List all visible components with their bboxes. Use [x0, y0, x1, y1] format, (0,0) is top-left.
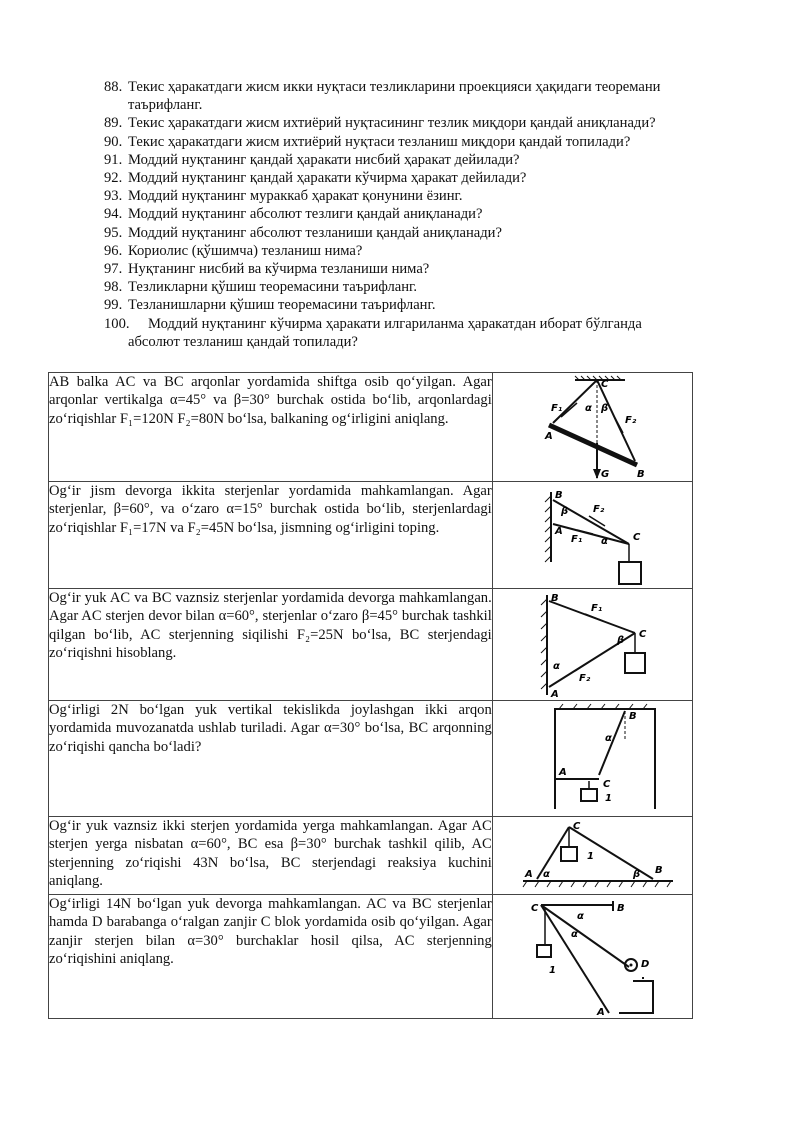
label-b: B: [636, 469, 645, 480]
question-number: 96.: [104, 242, 123, 259]
task-row: [49, 482, 693, 589]
question-number: 90.: [104, 133, 123, 150]
task-row: [49, 895, 693, 1019]
question-text: Моддий нуқтанинг абсолют тезлиги қандай аниқланади?: [128, 206, 483, 223]
label-alpha: α: [552, 661, 560, 672]
task-figure: [492, 701, 692, 817]
question-number: 91.: [104, 151, 123, 168]
label-alpha: α: [604, 733, 612, 744]
question-number: 89.: [104, 115, 123, 132]
task-row: [49, 589, 693, 701]
question-item: [104, 133, 704, 151]
question-number: 94.: [104, 206, 123, 223]
question-text: Моддий нуқтанинг қандай ҳаракати кўчирма ҳаракат дейилади?: [128, 170, 527, 187]
label-1: 1: [604, 793, 612, 804]
label-a: A: [558, 767, 567, 778]
question-text: Тезланишларни қўшиш теоремасини таърифланг.: [128, 297, 436, 314]
task-figure: [492, 482, 692, 589]
question-text: Кориолис (қўшимча) тезланиш нима?: [128, 242, 363, 259]
label-b: B: [616, 903, 625, 914]
frame-ropes-diagram: [493, 701, 691, 816]
label-f2: F₂: [592, 504, 604, 515]
label-a: A: [544, 431, 553, 442]
label-b: B: [654, 865, 663, 876]
task-text: Og‘ir yuk vaznsiz ikki sterjen yordamida yerga mahkamlangan. Agar AC sterjen yerga nisbatan α=60°, BC esa β=30° burchak tashkil qilib, AC sterjenning zo‘riqishi 43N bo‘lsa, BC sterjendagi reaksiya kuchini aniqlang.: [49, 817, 493, 895]
task-row: [49, 817, 693, 895]
question-text: Моддий нуқтанинг мураккаб ҳаракат қонунини ёзинг.: [128, 188, 463, 205]
question-item: [104, 169, 704, 187]
label-alpha: α: [570, 929, 578, 940]
question-item: [104, 224, 704, 242]
question-item-continuation: [104, 333, 704, 351]
question-item: [104, 205, 704, 223]
question-item: [104, 296, 704, 314]
label-c: C: [530, 903, 539, 914]
task-text: Og‘ir yuk AC va BC vaznsiz sterjenlar yordamida devorga mahkamlangan. Agar AC sterjen devor bilan α=60°, sterjenlar o‘zaro β=45° burchak tashkil qilgan bo‘lib, AC sterjenning siqilishi F₂=25N bo‘lsa, BC sterjendagi zo‘riqishni hisoblang.: [49, 589, 493, 701]
question-text: Тезликларни қўшиш теоремасини таърифланг.: [128, 279, 418, 296]
task-figure: [492, 589, 692, 701]
task-table: [48, 372, 693, 1019]
label-1: 1: [548, 965, 556, 976]
label-f2: F₂: [624, 415, 636, 426]
label-b: B: [550, 593, 559, 604]
task-text: AB balka AC va BC arqonlar yordamida shiftga osib qo‘yilgan. Agar arqonlar vertikalga α=45° va β=30° burchak ostida bo‘lib, arqonlardagi zo‘riqishlar F₁=120N F₂=80N bo‘lsa, balkaning og‘irligini aniqlang.: [49, 373, 493, 482]
question-item: [104, 114, 704, 132]
task-figure: [492, 373, 692, 482]
drum-chain-diagram: [493, 895, 691, 1018]
label-a: A: [524, 869, 533, 880]
question-number: [104, 333, 128, 351]
task-text: Og‘irligi 14N bo‘lgan yuk devorga mahkamlangan. AC va BC sterjenlar hamda D barabanga o‘ralgan zanjir C blok yordamida osib qo‘yilgan. Agar zanjir sterjen bilan α=30° burchaklar hosil qilsa, AC sterjenning zo‘riqishini aniqlang.: [49, 895, 493, 1019]
question-number: 88.: [104, 79, 123, 95]
task-figure: [492, 895, 692, 1019]
question-number: [104, 96, 128, 114]
question-item: [104, 187, 704, 205]
label-b: B: [554, 490, 563, 501]
label-g: G: [600, 469, 609, 480]
wall-rods-diagram: [493, 482, 691, 588]
question-text: таърифланг.: [128, 97, 203, 114]
label-c: C: [632, 532, 641, 543]
question-item: [104, 315, 704, 333]
question-item: [104, 78, 704, 96]
task-figure: [492, 817, 692, 895]
question-number: 92.: [104, 170, 123, 187]
task-row: [49, 701, 693, 817]
question-number: 95.: [104, 224, 123, 241]
question-number: 98.: [104, 279, 123, 296]
label-f1: F₁: [550, 403, 562, 414]
question-number: 99.: [104, 297, 123, 314]
label-alpha: α: [542, 869, 550, 880]
label-alpha: α: [576, 911, 584, 922]
label-c: C: [600, 379, 609, 390]
label-a: A: [554, 526, 563, 537]
task-row: [49, 373, 693, 482]
question-number: 97.: [104, 261, 123, 278]
task-text: Og‘irligi 2N bo‘lgan yuk vertikal tekislikda joylashgan ikki arqon yordamida muvozanatda ushlab turiladi. Agar α=30° bo‘lsa, BC arqonning zo‘riqishi qancha bo‘ladi?: [49, 701, 493, 817]
label-d: D: [640, 959, 650, 970]
label-a: A: [596, 1007, 605, 1018]
question-item: [104, 260, 704, 278]
label-alpha: α: [600, 536, 608, 547]
label-f1: F₁: [590, 603, 602, 614]
label-beta: β: [560, 506, 568, 517]
label-c: C: [638, 629, 647, 640]
wall-load-diagram: [493, 589, 691, 700]
question-text: абсолют тезланиш қандай топилади?: [128, 333, 358, 350]
label-c: C: [602, 779, 611, 790]
label-beta: β: [600, 403, 608, 414]
question-text: Моддий нуқтанинг кўчирма ҳаракати илгариланма ҳаракатдан иборат бўлганда: [148, 315, 642, 332]
question-list: [104, 78, 704, 351]
question-text: Текис ҳаракатдаги жисм икки нуқтаси тезликларини проекцияси ҳақидаги теоремани: [128, 79, 661, 95]
question-text: Текис ҳаракатдаги жисм ихтиёрий нуқтаси тезланиш миқдори қандай топилади?: [128, 133, 631, 150]
question-number: 93.: [104, 188, 123, 205]
question-item: [104, 151, 704, 169]
ground-rods-diagram: [493, 817, 691, 894]
question-item: [104, 278, 704, 296]
label-f2: F₂: [578, 673, 590, 684]
question-text: Моддий нуқтанинг қандай ҳаракати нисбий ҳаракат дейилади?: [128, 151, 520, 168]
question-text: Моддий нуқтанинг абсолют тезланиши қандай аниқланади?: [128, 224, 502, 241]
question-number: 100.: [104, 315, 130, 332]
question-text: Нуқтанинг нисбий ва кўчирма тезланиши нима?: [128, 261, 430, 278]
beam-ropes-diagram: [493, 373, 691, 481]
label-beta: β: [632, 869, 640, 880]
label-b: B: [628, 711, 637, 722]
label-beta: β: [616, 635, 624, 646]
question-text: Текис ҳаракатдаги жисм ихтиёрий нуқтасининг тезлик миқдори қандай аниқланади?: [128, 115, 656, 132]
label-a: A: [550, 689, 559, 700]
question-item: [104, 242, 704, 260]
label-1: 1: [586, 851, 594, 862]
label-f1: F₁: [570, 534, 582, 545]
task-text: Og‘ir jism devorga ikkita sterjenlar yordamida mahkamlangan. Agar sterjenlar, β=60°, va o‘zaro α=15° burchak ostida bo‘lib, sterjenlardagi zo‘riqishlar F₁=17N va F₂=45N bo‘lsa, jismning og‘irligini toping.: [49, 482, 493, 589]
label-c: C: [572, 821, 581, 832]
label-alpha: α: [584, 403, 592, 414]
question-item-continuation: [104, 96, 704, 114]
